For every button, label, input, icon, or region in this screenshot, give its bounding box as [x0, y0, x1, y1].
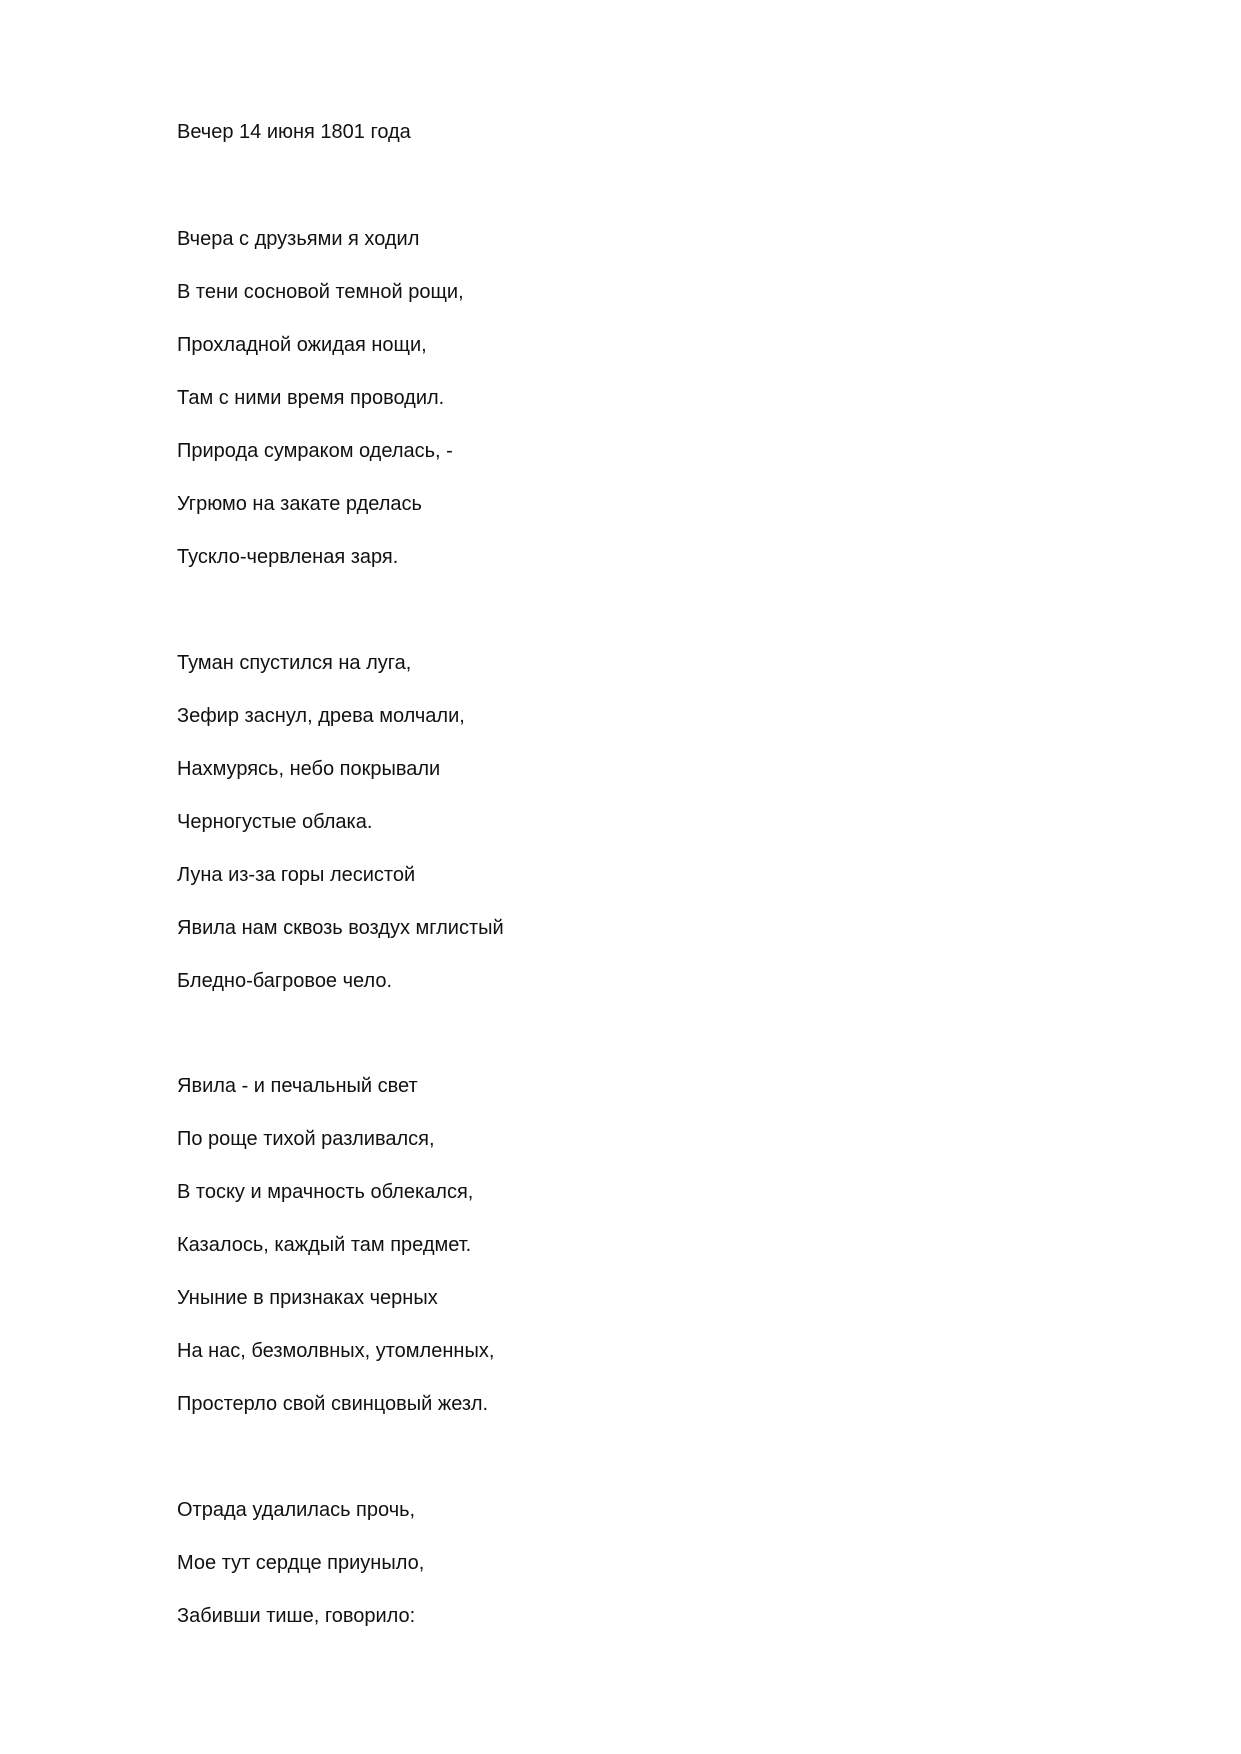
poem-title: Вечер 14 июня 1801 года	[177, 121, 411, 143]
poem-line: Там с ними время проводил.	[177, 387, 445, 409]
poem-line: В тени сосновой темной рощи,	[177, 281, 464, 303]
poem-line: Отрада удалилась прочь,	[177, 1499, 416, 1521]
poem-line: Забивши тише, говорило:	[177, 1605, 416, 1627]
poem-line: Мое тут сердце приуныло,	[177, 1552, 425, 1574]
stanza-3	[177, 1071, 494, 1442]
stanza-1	[177, 224, 464, 595]
poem-line: Луна из-за горы лесистой	[177, 864, 416, 886]
poem-line: Простерло свой свинцовый жезл.	[177, 1393, 489, 1415]
poem-line: Угрюмо на закате рделась	[177, 493, 422, 515]
poem-line: Вчера с друзьями я ходил	[177, 228, 420, 250]
stanza-4	[177, 1495, 424, 1654]
poem-line: Тускло-червленая заря.	[177, 546, 399, 568]
poem-line: В тоску и мрачность облекался,	[177, 1181, 474, 1203]
poem-line: Явила - и печальный свет	[177, 1075, 418, 1097]
poem-line: Прохладной ожидая нощи,	[177, 334, 427, 356]
poem-line: Нахмурясь, небо покрывали	[177, 758, 441, 780]
poem-line: Явила нам сквозь воздух мглистый	[177, 917, 504, 939]
poem-line: Казалось, каждый там предмет.	[177, 1234, 472, 1256]
poem-line: Черногустые облака.	[177, 811, 373, 833]
poem-line: Туман спустился на луга,	[177, 652, 412, 674]
stanza-2	[177, 648, 504, 1019]
poem-line: Бледно-багровое чело.	[177, 970, 393, 992]
poem-line: Зефир заснул, древа молчали,	[177, 705, 465, 727]
poem-line: По роще тихой разливался,	[177, 1128, 435, 1150]
poem-line: Природа сумраком оделась, -	[177, 440, 453, 462]
poem-line: Уныние в признаках черных	[177, 1287, 438, 1309]
poem-line: На нас, безмолвных, утомленных,	[177, 1340, 495, 1362]
